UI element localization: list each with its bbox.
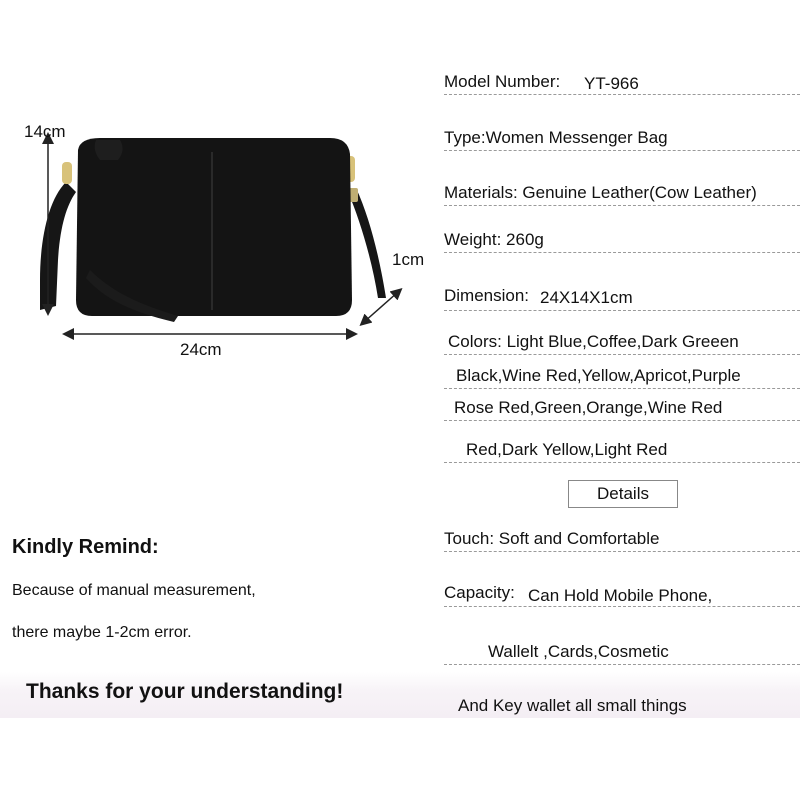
- remind-line-1: Because of manual measurement,: [12, 582, 256, 599]
- divider: [444, 310, 800, 311]
- divider: [444, 205, 800, 206]
- divider: [444, 551, 800, 552]
- capacity-line-2: Wallelt ,Cards,Cosmetic: [488, 642, 669, 661]
- divider: [444, 664, 800, 665]
- divider: [444, 252, 800, 253]
- remind-title: Kindly Remind:: [12, 536, 159, 558]
- width-label: 24cm: [180, 340, 222, 359]
- details-label: Details: [597, 484, 649, 503]
- model-number-label: Model Number:: [444, 72, 561, 91]
- type-spec: Type:Women Messenger Bag: [444, 128, 668, 147]
- details-button[interactable]: [568, 480, 678, 508]
- height-label: 14cm: [24, 122, 66, 141]
- thanks-message: Thanks for your understanding!: [26, 680, 344, 703]
- capacity-line-1: Can Hold Mobile Phone,: [528, 586, 713, 605]
- divider: [444, 420, 800, 421]
- bag-illustration: [0, 110, 440, 370]
- capacity-line-3: And Key wallet all small things: [458, 696, 687, 715]
- divider: [444, 606, 800, 607]
- dimension-label: Dimension:: [444, 286, 530, 305]
- weight-spec: Weight: 260g: [444, 230, 544, 249]
- divider: [444, 388, 800, 389]
- divider: [444, 354, 800, 355]
- product-image: [0, 110, 440, 370]
- touch-spec: Touch: Soft and Comfortable: [444, 529, 660, 548]
- colors-line-4: Red,Dark Yellow,Light Red: [466, 440, 668, 459]
- colors-line-3: Rose Red,Green,Orange,Wine Red: [454, 398, 723, 417]
- divider: [444, 150, 800, 151]
- divider: [444, 94, 800, 95]
- colors-line-1: Colors: Light Blue,Coffee,Dark Greeen: [448, 332, 739, 351]
- divider: [444, 462, 800, 463]
- materials-spec: Materials: Genuine Leather(Cow Leather): [444, 183, 757, 202]
- model-number-value: YT-966: [584, 74, 639, 93]
- remind-line-2: there maybe 1-2cm error.: [12, 624, 192, 641]
- capacity-label: Capacity:: [444, 583, 515, 602]
- dimension-value: 24X14X1cm: [540, 288, 633, 307]
- colors-line-2: Black,Wine Red,Yellow,Apricot,Purple: [456, 366, 741, 385]
- depth-label: 1cm: [392, 250, 425, 269]
